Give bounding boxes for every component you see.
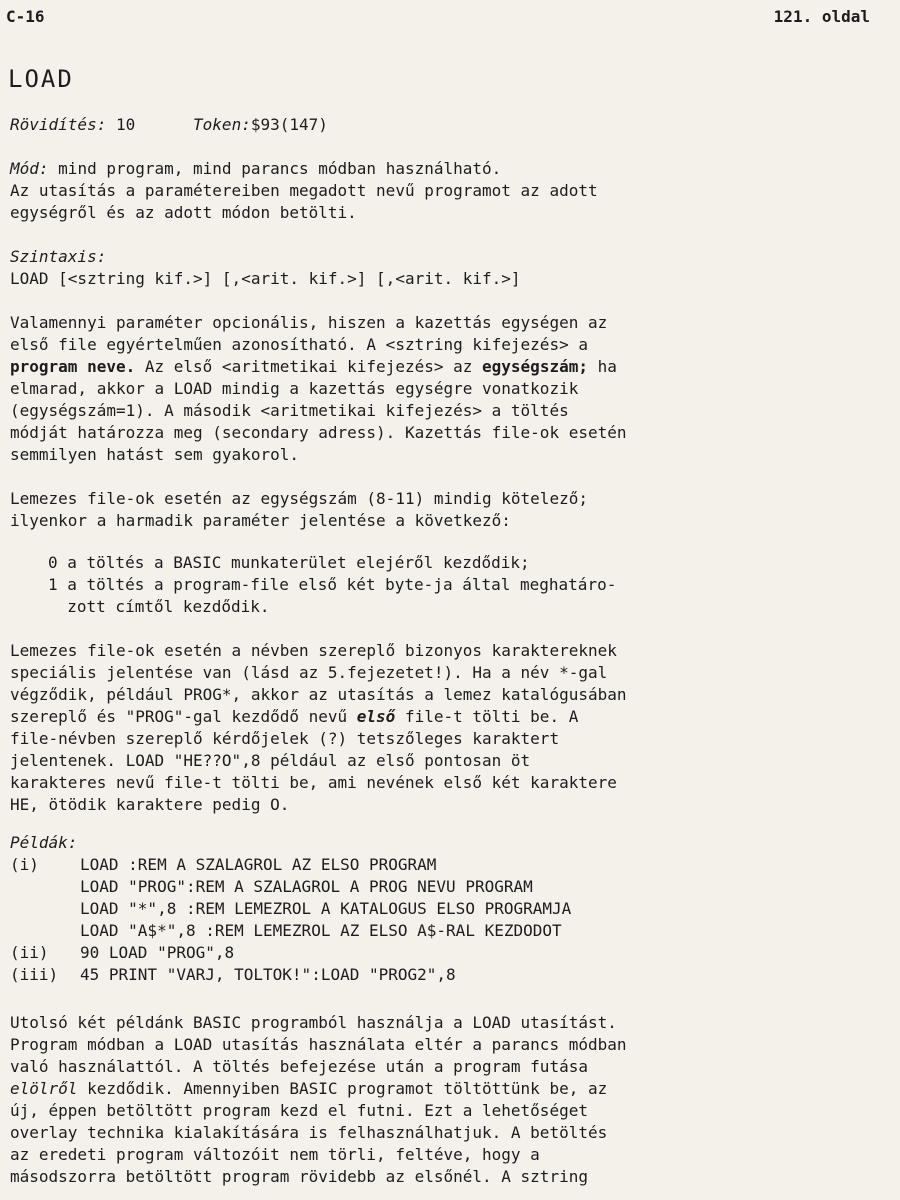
- para1-line-1: Valamennyi paraméter opcionális, hiszen a kazettás egységen az: [10, 313, 608, 332]
- desc-line-2: egységről és az adott módon betölti.: [10, 203, 357, 222]
- mode-line: [10, 158, 501, 180]
- para1-line-3: [10, 356, 617, 378]
- list-item: 1 a töltés a program-file első két byte-ja által meghatáro-: [48, 575, 617, 594]
- page-number: 121. oldal: [773, 7, 870, 26]
- para3-line-5: file-névben szereplő kérdőjelek (?) tetszőleges karaktert: [10, 729, 560, 748]
- para1-line-6: módját határozza meg (secondary adress). Kazettás file-ok esetén: [10, 423, 627, 442]
- example-row: [10, 876, 533, 898]
- example-row: [10, 942, 234, 964]
- para1-line-3-end: ha: [587, 357, 617, 376]
- example-row: [10, 898, 571, 920]
- mode-label: Mód:: [10, 159, 49, 178]
- again-term: elölről: [10, 1079, 78, 1098]
- para3-line-4: [10, 706, 578, 728]
- para4-line-2: Program módban a LOAD utasítás használata eltér a parancs módban: [10, 1035, 627, 1054]
- example-tag: (ii): [10, 943, 49, 962]
- example-row: [10, 854, 436, 876]
- page-code: C-16: [6, 7, 45, 26]
- para3-line-7: karakteres nevű file-t tölti be, ami nevének első két karaktere: [10, 773, 617, 792]
- para1-line-5: (egységszám=1). A második <aritmetikai kifejezés> a töltés: [10, 401, 569, 420]
- abbreviation-line: [10, 114, 328, 136]
- para1-line-4: elmarad, akkor a LOAD mindig a kazettás egységre vonatkozik: [10, 379, 579, 398]
- example-code: LOAD "*",8 :REM LEMEZROL A KATALOGUS ELSO PROGRAMJA: [80, 899, 572, 918]
- unit-number-term: egységszám;: [482, 357, 588, 376]
- para3-line-1: Lemezes file-ok esetén a névben szereplő bizonyos karaktereknek: [10, 641, 617, 660]
- page-title: LOAD: [8, 65, 74, 93]
- para1-line-3-text: Az első <aritmetikai kifejezés> az: [135, 357, 483, 376]
- examples-label: Példák:: [10, 833, 78, 852]
- para4-line-5: új, éppen betöltött program kezd el futni. Ezt a lehetőséget: [10, 1101, 588, 1120]
- para4-line-7: az eredeti program változóit nem törli, feltéve, hogy a: [10, 1145, 540, 1164]
- example-tag: (iii): [10, 965, 59, 984]
- para4-line-3: való használattól. A töltés befejezése után a program futása: [10, 1057, 588, 1076]
- example-code: LOAD "A$*",8 :REM LEMEZROL AZ ELSO A$-RAL KEZDODOT: [80, 921, 562, 940]
- abbrev-label: Rövidítés:: [10, 115, 107, 134]
- list-item: zott címtől kezdődik.: [48, 597, 270, 616]
- para3-line-3: végződik, például PROG*, akkor az utasítás a lemez katalógusában: [10, 685, 627, 704]
- para4-line-4-text: kezdődik. Amennyiben BASIC programot töltöttünk be, az: [77, 1079, 608, 1098]
- desc-line-1: Az utasítás a paramétereiben megadott nevű programot az adott: [10, 181, 598, 200]
- example-tag: (i): [10, 855, 39, 874]
- mode-text: mind program, mind parancs módban használható.: [58, 159, 502, 178]
- para4-line-8: másodszorra betöltött program rövidebb az elsőnél. A sztring: [10, 1167, 588, 1186]
- example-code: 45 PRINT "VARJ, TOLTOK!":LOAD "PROG2",8: [80, 965, 456, 984]
- program-name-term: program neve.: [10, 357, 136, 376]
- para3-line-4-text: szereplő és "PROG"-gal kezdődő nevű: [10, 707, 357, 726]
- para3-line-2: speciális jelentése van (lásd az 5.fejezetet!). Ha a név *-gal: [10, 663, 608, 682]
- para1-line-7: semmilyen hatást sem gyakorol.: [10, 445, 299, 464]
- para3-line-8: HE, ötödik karaktere pedig O.: [10, 795, 290, 814]
- abbrev-value: 10: [115, 115, 136, 134]
- example-row: [10, 964, 456, 986]
- list-item: 0 a töltés a BASIC munkaterület elejéről kezdődik;: [48, 553, 530, 572]
- para1-line-2: első file egyértelműen azonosítható. A <sztring kifejezés> a: [10, 335, 588, 354]
- para2-line-2: ilyenkor a harmadik paraméter jelentése a következő:: [10, 511, 511, 530]
- para4-line-6: overlay technika kialakítására is felhasználhatjuk. A betöltés: [10, 1123, 608, 1142]
- para3-line-6: jelentenek. LOAD "HE??O",8 például az első pontosan öt: [10, 751, 531, 770]
- first-term: első: [356, 707, 396, 726]
- syntax-line: LOAD [<sztring kif.>] [,<arit. kif.>] [,<arit. kif.>]: [10, 269, 521, 288]
- example-code: LOAD :REM A SZALAGROL AZ ELSO PROGRAM: [80, 855, 437, 874]
- para4-line-4: [10, 1078, 607, 1100]
- para2-line-1: Lemezes file-ok esetén az egységszám (8-11) mindig kötelező;: [10, 489, 588, 508]
- token-label: Token:: [193, 115, 251, 134]
- token-value: $93(147): [250, 115, 328, 134]
- syntax-label: Szintaxis:: [10, 247, 107, 266]
- example-row: [10, 920, 562, 942]
- example-code: 90 LOAD "PROG",8: [80, 943, 235, 962]
- para4-line-1: Utolsó két példánk BASIC programból használja a LOAD utasítást.: [10, 1013, 617, 1032]
- example-code: LOAD "PROG":REM A SZALAGROL A PROG NEVU PROGRAM: [80, 877, 533, 896]
- para3-line-4-end: file-t tölti be. A: [395, 707, 579, 726]
